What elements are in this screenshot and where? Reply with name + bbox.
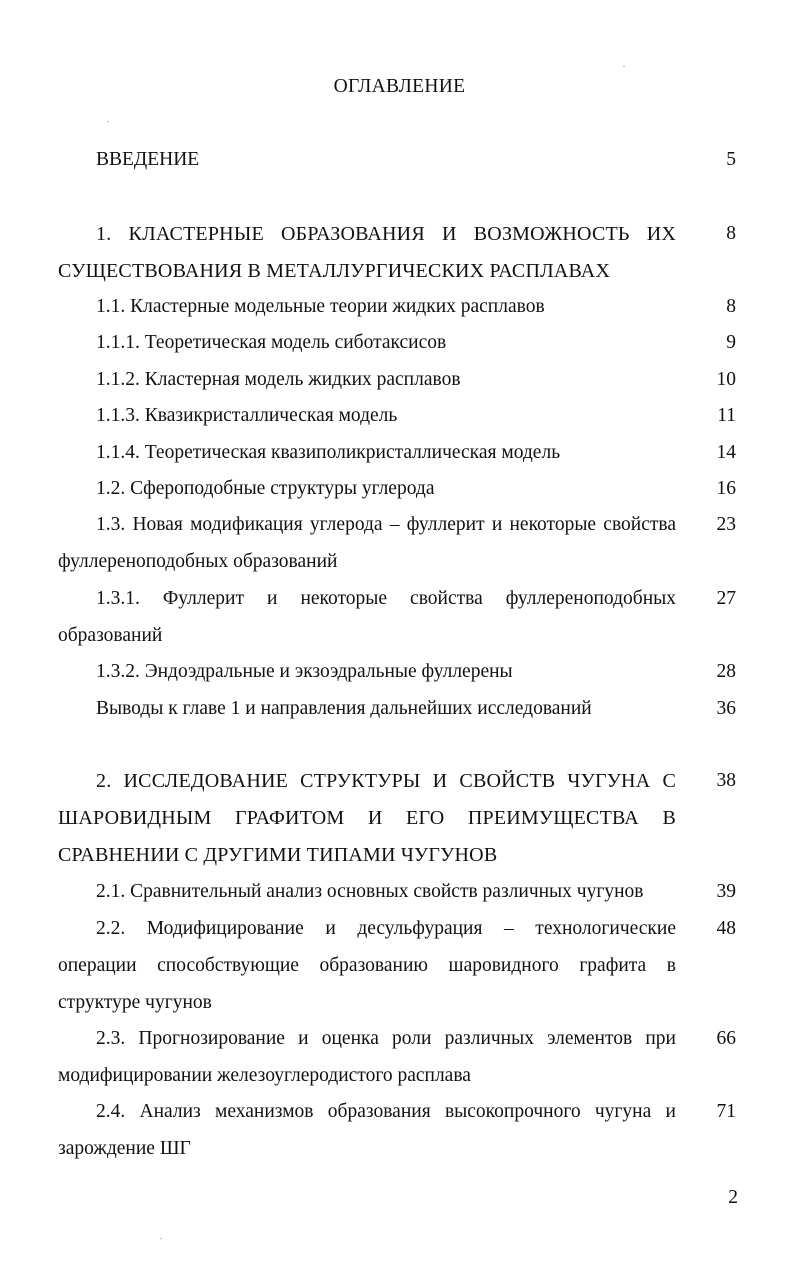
toc-entry-title: ВВЕДЕНИЕ (96, 149, 200, 170)
toc-entry-page: 5 (726, 149, 736, 170)
toc-entry-page: 27 (716, 588, 736, 609)
toc-entry-title-line: операции способствующие образованию шаровидного графита в (58, 955, 676, 976)
toc-entry-title-line: структуре чугунов (58, 992, 212, 1013)
toc-entry-page: 23 (716, 514, 736, 535)
toc-entry-title-line: 2.4. Анализ механизмов образования высокопрочного чугуна и (96, 1101, 676, 1122)
toc-entry-page: 38 (716, 770, 736, 791)
toc-entry-title: 1.1.3. Квазикристаллическая модель (96, 405, 398, 426)
page-number: 2 (728, 1187, 738, 1208)
toc-entry-title-line: 1.3.1. Фуллерит и некоторые свойства фуллереноподобных (96, 588, 676, 609)
toc-entry-title: 1.1.4. Теоретическая квазиполикристаллическая модель (96, 442, 561, 463)
toc-entry-title-line: ШАРОВИДНЫМ ГРАФИТОМ И ЕГО ПРЕИМУЩЕСТВА В (58, 807, 676, 829)
toc-entry-title-line: фуллереноподобных образований (58, 551, 338, 572)
toc-entry-title-line: 1. КЛАСТЕРНЫЕ ОБРАЗОВАНИЯ И ВОЗМОЖНОСТЬ ИХ (96, 223, 676, 245)
toc-entry-title: 1.1. Кластерные модельные теории жидких расплавов (96, 296, 545, 317)
toc-entry-page: 71 (716, 1101, 736, 1122)
toc-entry-title-line: образований (58, 625, 163, 646)
toc-entry-title-line: модифицировании железоуглеродистого расплава (58, 1065, 471, 1086)
toc-entry-page: 39 (716, 881, 736, 902)
scan-speck (623, 66, 625, 67)
toc-entry-page: 66 (716, 1028, 736, 1049)
scan-speck (107, 121, 109, 122)
toc-entry-page: 8 (726, 223, 736, 244)
toc-entry-title-line: СУЩЕСТВОВАНИЯ В МЕТАЛЛУРГИЧЕСКИХ РАСПЛАВАХ (58, 260, 611, 282)
toc-entry-title: 1.2. Сфероподобные структуры углерода (96, 478, 435, 499)
toc-entry-page: 48 (716, 918, 736, 939)
toc-entry-title: 1.1.1. Теоретическая модель сиботаксисов (96, 332, 447, 353)
toc-entry-title-line: 2.2. Модифицирование и десульфурация – технологические (96, 918, 676, 939)
toc-entry-page: 8 (726, 296, 736, 317)
toc-entry-page: 36 (716, 698, 736, 719)
toc-entry-title: 2.1. Сравнительный анализ основных свойств различных чугунов (96, 881, 644, 902)
toc-entry-title: Выводы к главе 1 и направления дальнейших исследований (96, 698, 592, 719)
toc-entry-title: 1.3.2. Эндоэдральные и экзоэдральные фуллерены (96, 661, 513, 682)
toc-entry-title-line: СРАВНЕНИИ С ДРУГИМИ ТИПАМИ ЧУГУНОВ (58, 844, 498, 866)
toc-entry-page: 14 (716, 442, 736, 463)
toc-entry-page: 28 (716, 661, 736, 682)
toc-entry-page: 11 (717, 405, 736, 426)
toc-entry-title-line: 2.3. Прогнозирование и оценка роли различных элементов при (96, 1028, 676, 1049)
toc-entry-page: 9 (726, 332, 736, 353)
page-title: ОГЛАВЛЕНИЕ (333, 76, 466, 97)
toc-entry-page: 16 (716, 478, 736, 499)
toc-entry-title: 1.1.2. Кластерная модель жидких расплавов (96, 369, 461, 390)
toc-entry-title-line: зарождение ШГ (58, 1138, 191, 1159)
toc-entry-title-line: 1.3. Новая модификация углерода – фуллерит и некоторые свойства (96, 514, 676, 535)
scan-speck (160, 1238, 162, 1239)
toc-entry-page: 10 (716, 369, 736, 390)
toc-entry-title-line: 2. ИССЛЕДОВАНИЕ СТРУКТУРЫ И СВОЙСТВ ЧУГУНА С (96, 770, 676, 792)
